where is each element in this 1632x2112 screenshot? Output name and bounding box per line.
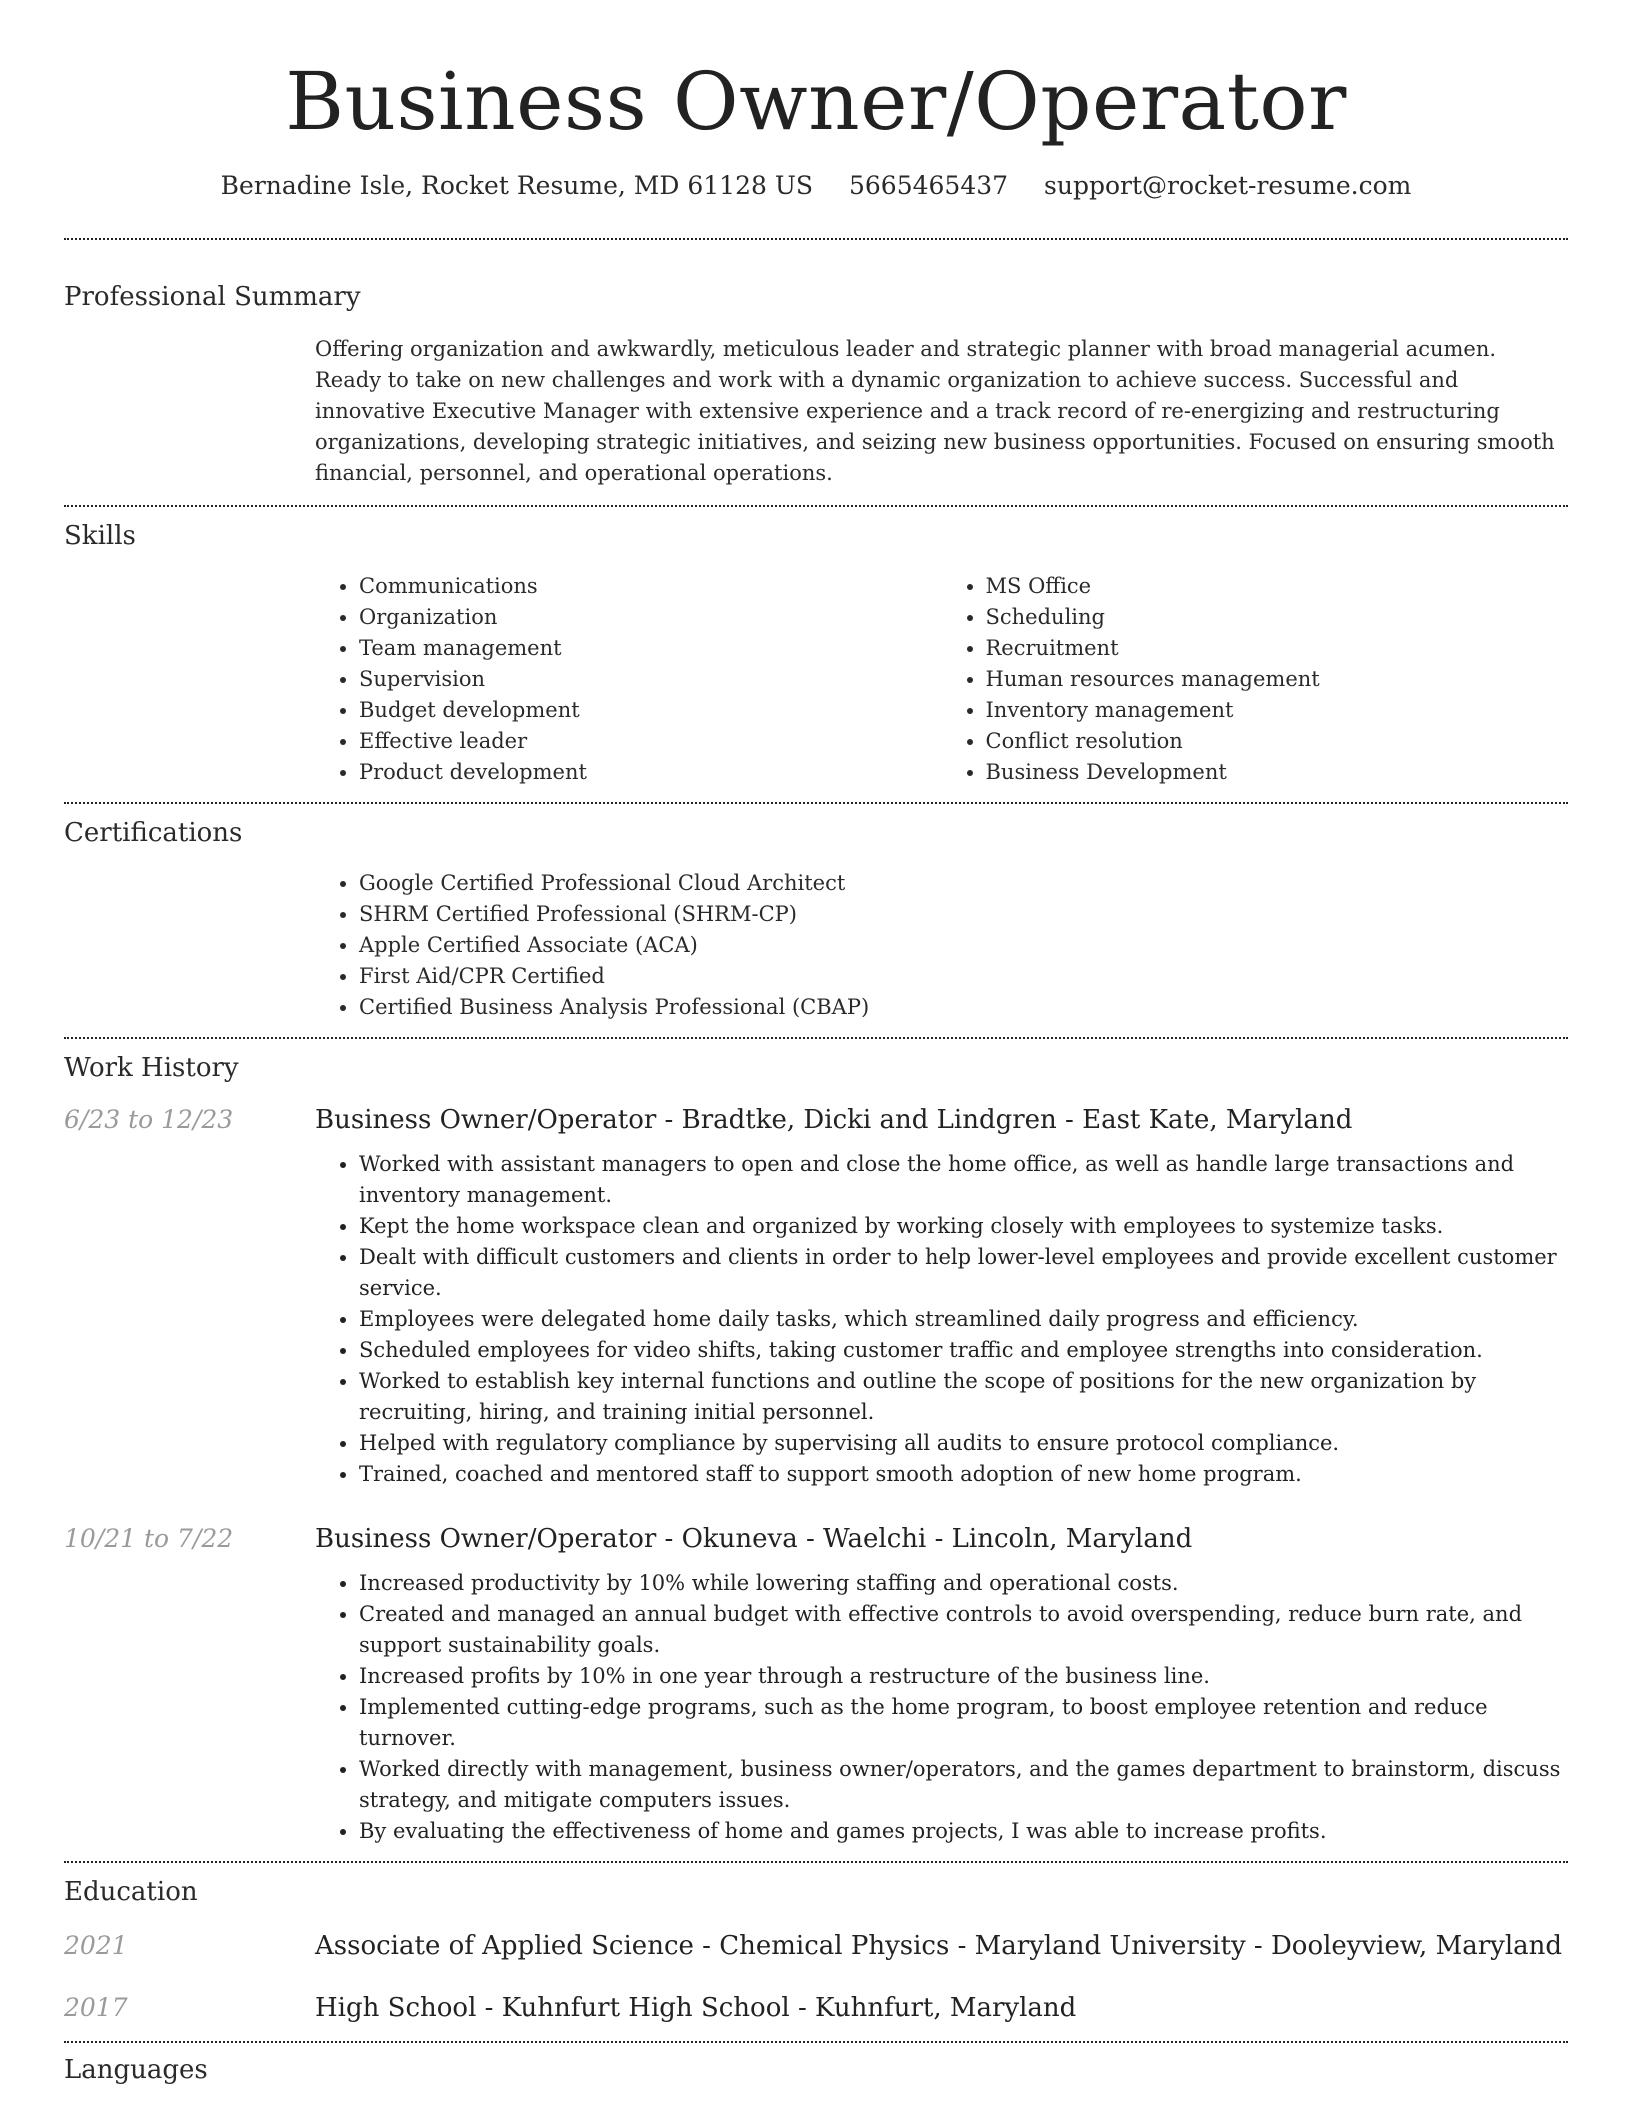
skill-item: • Team management [359,633,942,664]
certifications-heading: Certifications [64,818,243,848]
education-section [64,1863,1568,2023]
summary-section [64,240,1568,489]
skill-item: • Budget development [359,695,942,726]
job-dates: 6/23 to 12/23 [64,1105,234,1134]
skill-item: • Scheduling [986,602,1569,633]
languages-section [64,2043,1568,2087]
job-entry [64,1105,1568,1490]
skills-list-left [315,571,942,788]
skill-item: • Business Development [986,757,1569,788]
job-bullet: • Helped with regulatory compliance by supervising all audits to ensure protocol compliance. [359,1428,1568,1459]
job-bullets [315,1568,1568,1847]
work-history-heading: Work History [64,1053,239,1083]
certification-item: • Google Certified Professional Cloud Architect [359,868,1568,899]
languages-heading: Languages [64,2055,208,2085]
contact-address: Bernadine Isle, Rocket Resume, MD 61128 US [220,171,814,200]
education-year: 2017 [64,1993,128,2022]
skill-item: • Human resources management [986,664,1569,695]
job-dates: 10/21 to 7/22 [64,1524,234,1553]
work-history-section [64,1039,1568,1847]
summary-text: Offering organization and awkwardly, meticulous leader and strategic planner with broad managerial acumen. Ready to take on new challenges and work with a dynamic organization to achieve success. Successful and innovative Executive Manager with extensive experience and a track record of re-energizing and restructuring organizations, developing strategic initiatives, and seizing new business opportunities. Focused on ensuring smooth financial, personnel, and operational operations. [315,337,1555,485]
job-bullet: • Worked with assistant managers to open and close the home office, as well as handle large transactions and inventory management. [359,1149,1568,1211]
skill-item: • Product development [359,757,942,788]
skill-item: • Recruitment [986,633,1569,664]
certifications-section [64,804,1568,1023]
job-bullet: • Increased profits by 10% in one year through a restructure of the business line. [359,1661,1568,1692]
education-heading: Education [64,1877,198,1907]
education-heading-text: Associate of Applied Science - Chemical Physics - Maryland University - Dooleyview, Maryland [315,1931,1563,1961]
skill-item: • Organization [359,602,942,633]
job-entry [64,1524,1568,1847]
job-bullet: • Dealt with difficult customers and clients in order to help lower-level employees and provide excellent customer service. [359,1242,1568,1304]
certification-item: • Certified Business Analysis Professional (CBAP) [359,992,1568,1023]
skill-item: • Inventory management [986,695,1569,726]
skill-item: • Effective leader [359,726,942,757]
skill-item: • Communications [359,571,942,602]
certifications-list [315,868,1568,1023]
contact-email: support@rocket-resume.com [1044,171,1412,200]
summary-heading: Professional Summary [64,282,361,312]
page-title: Business Owner/Operator [285,55,1347,148]
skill-item: • Conflict resolution [986,726,1569,757]
education-heading-text: High School - Kuhnfurt High School - Kuhnfurt, Maryland [315,1993,1077,2023]
certification-item: • First Aid/CPR Certified [359,961,1568,992]
skill-item: • Supervision [359,664,942,695]
education-entry [64,1993,1568,2023]
certification-item: • Apple Certified Associate (ACA) [359,930,1568,961]
contact-line [64,170,1568,202]
job-bullet: • Kept the home workspace clean and organized by working closely with employees to systemize tasks. [359,1211,1568,1242]
job-bullet: • Worked to establish key internal functions and outline the scope of positions for the new organization by recruiting, hiring, and training initial personnel. [359,1366,1568,1428]
job-bullets [315,1149,1568,1490]
education-entry [64,1931,1568,1961]
job-bullet: • Trained, coached and mentored staff to support smooth adoption of new home program. [359,1459,1568,1490]
contact-phone: 5665465437 [849,171,1009,200]
job-bullet: • Employees were delegated home daily tasks, which streamlined daily progress and efficiency. [359,1304,1568,1335]
job-heading: Business Owner/Operator - Okuneva - Waelchi - Lincoln, Maryland [315,1524,1193,1554]
skills-section [64,507,1568,788]
skills-list-right [942,571,1569,788]
job-bullet: • Worked directly with management, business owner/operators, and the games department to brainstorm, discuss strategy, and mitigate computers issues. [359,1754,1568,1816]
job-heading: Business Owner/Operator - Bradtke, Dicki and Lindgren - East Kate, Maryland [315,1105,1353,1135]
job-bullet: • Increased productivity by 10% while lowering staffing and operational costs. [359,1568,1568,1599]
certification-item: • SHRM Certified Professional (SHRM-CP) [359,899,1568,930]
job-bullet: • Implemented cutting-edge programs, such as the home program, to boost employee retention and reduce turnover. [359,1692,1568,1754]
skill-item: • MS Office [986,571,1569,602]
skills-heading: Skills [64,521,136,551]
job-bullet: • By evaluating the effectiveness of home and games projects, I was able to increase profits. [359,1816,1568,1847]
job-bullet: • Created and managed an annual budget with effective controls to avoid overspending, reduce burn rate, and support sustainability goals. [359,1599,1568,1661]
education-year: 2021 [64,1931,128,1960]
job-bullet: • Scheduled employees for video shifts, taking customer traffic and employee strengths into consideration. [359,1335,1568,1366]
